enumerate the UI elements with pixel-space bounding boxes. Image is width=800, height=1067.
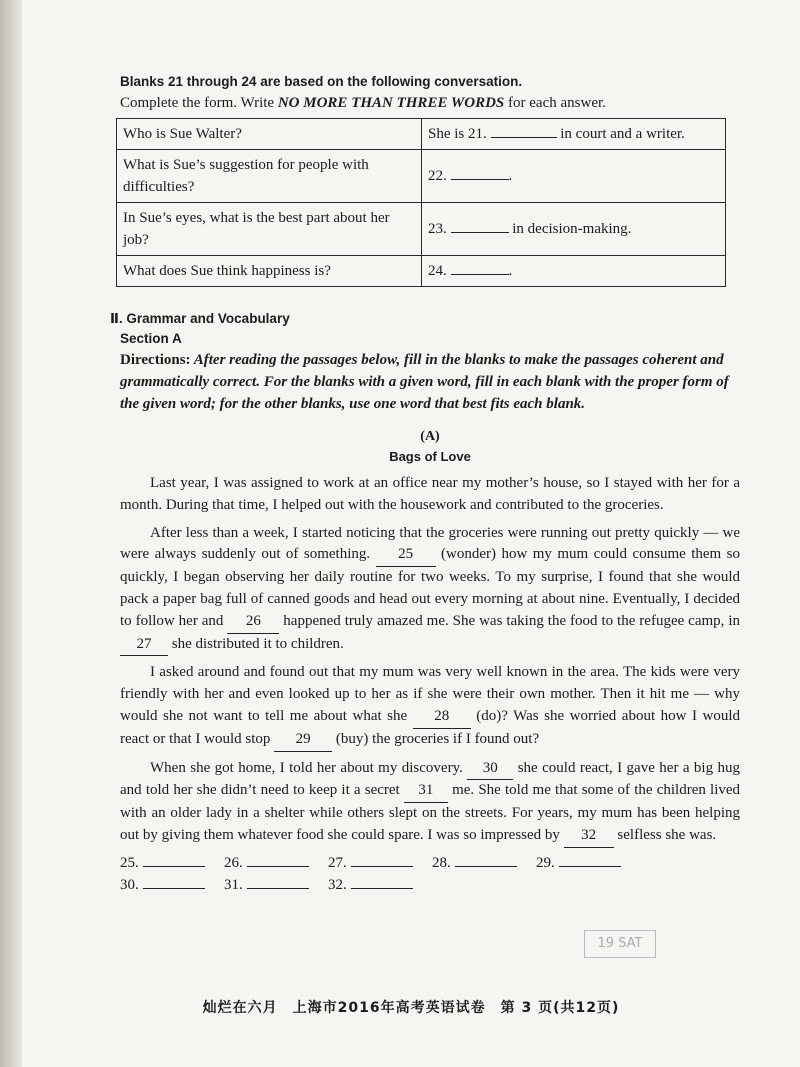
answer-row [120, 852, 740, 874]
answer-prefix: She is 21. [428, 126, 487, 142]
paragraph-text: selfless she was. [617, 826, 717, 843]
answer-slot[interactable] [328, 874, 432, 896]
answer-slot[interactable] [120, 852, 224, 874]
form-answer-cell [422, 119, 726, 150]
form-intro-line: Blanks 21 through 24 are based on the following conversation. [120, 74, 523, 89]
form-question: Who is Sue Walter? [117, 119, 422, 150]
paragraph-text: (do)? Was she worried about how I would react or that I would stop [120, 707, 741, 747]
answer-slot[interactable] [536, 852, 640, 874]
instruction-emphasis: NO MORE THAN THREE WORDS [277, 95, 505, 111]
answer-number: 28. [432, 854, 451, 871]
passage-paragraph: Last year, I was assigned to work at an office near my mother’s house, so I stayed with her for a month. During that time, I helped out with the housework and contributed to the groceries. [120, 475, 740, 513]
paragraph-text: (wonder) how my mum could consume them so quickly, I began observing her daily routine for two weeks. To my surprise, I found that she would pack a paper bag full of canned goods and head out every morning at about nine. Eventually, I decided to follow her and [120, 546, 740, 629]
table-row [117, 256, 726, 287]
answer-number: 31. [224, 876, 243, 893]
answer-prefix: 23. [428, 221, 447, 237]
answer-lines [120, 852, 740, 896]
answer-slot[interactable] [120, 874, 224, 896]
answer-number: 26. [224, 854, 243, 871]
instruction-pre: Complete the form. Write [120, 95, 278, 111]
exam-page [22, 0, 800, 1067]
answer-form-table [116, 118, 726, 287]
paragraph-text: she distributed it to children. [171, 635, 344, 652]
directions-label: Directions: [120, 352, 191, 368]
directions-text: After reading the passages below, fill in the blanks to make the passages coherent and grammatically correct. For the blanks with a given word, fill in each blank with the proper form of the given word; for the other blanks, use one word that best fits each blank. [120, 352, 729, 412]
answer-blank-24[interactable] [451, 274, 509, 275]
paragraph-text: I asked around and found out that my mum was very well known in the area. The kids were very friendly with her and even looked up to her as if she were their own mother. Then it hit me — why would she not want to tell me about what she [120, 664, 740, 724]
table-row [117, 203, 726, 256]
form-answer-cell [422, 150, 726, 203]
passage-paragraph [120, 662, 740, 751]
passage-label: (A) [420, 429, 440, 444]
paragraph-text: (buy) the groceries if I found out? [335, 730, 540, 747]
form-instruction [120, 92, 740, 114]
answer-suffix: . [508, 168, 513, 184]
form-answer-cell [422, 203, 726, 256]
answer-number: 27. [328, 854, 347, 871]
table-row [117, 150, 726, 203]
gap-30[interactable]: 30 [467, 758, 513, 781]
answer-prefix: 22. [428, 168, 447, 184]
gap-28[interactable]: 28 [413, 706, 471, 729]
form-answer-cell [422, 256, 726, 287]
answer-suffix: . [508, 263, 513, 279]
passage-paragraph [120, 523, 740, 657]
gap-29[interactable]: 29 [274, 729, 332, 752]
gap-27[interactable]: 27 [120, 634, 168, 657]
answer-slot[interactable] [328, 852, 432, 874]
paragraph-text: she could react, I gave her a big hug and told her she didn’t need to keep it a secret [120, 759, 741, 799]
table-row [117, 119, 726, 150]
section-subheading: Section A [120, 331, 182, 346]
page-footer: 灿烂在六月 上海市2016年高考英语试卷 第 3 页(共12页) [202, 1000, 620, 1016]
answer-number: 30. [120, 876, 139, 893]
answer-blank-21[interactable] [491, 137, 557, 138]
answer-number: 32. [328, 876, 347, 893]
answer-slot[interactable] [224, 852, 328, 874]
instruction-post: for each answer. [504, 95, 606, 111]
answer-prefix: 24. [428, 263, 447, 279]
page-stamp: 19 SAT [584, 930, 656, 958]
answer-blank-23[interactable] [451, 232, 509, 233]
gap-31[interactable]: 31 [404, 780, 448, 803]
gap-32[interactable]: 32 [564, 825, 614, 848]
answer-number: 29. [536, 854, 555, 871]
form-question: In Sue’s eyes, what is the best part about her job? [117, 203, 422, 256]
passage-paragraph [120, 758, 740, 848]
answer-number: 25. [120, 854, 139, 871]
content-area [110, 72, 741, 896]
gap-26[interactable]: 26 [227, 611, 279, 634]
paragraph-text: After less than a week, I started noticing that the groceries were running out pretty quickly — we were always suddenly out of something. [120, 524, 740, 563]
answer-row [120, 874, 740, 896]
paragraph-text: me. She told me that some of the children lived with an older lady in a shelter while others slept on the streets. For years, my mum has been helping out by giving them whatever food she could spare. I was so impressed by [120, 782, 741, 843]
answer-slot[interactable] [224, 874, 328, 896]
answer-slot[interactable] [432, 852, 536, 874]
paragraph-text: When she got home, I told her about my discovery. [150, 759, 463, 776]
answer-suffix: in decision-making. [512, 221, 632, 237]
form-question: What does Sue think happiness is? [117, 256, 422, 287]
answer-suffix: in court and a writer. [560, 126, 685, 142]
gap-25[interactable]: 25 [376, 544, 436, 567]
passage-title: Bags of Love [389, 449, 471, 464]
form-question: What is Sue’s suggestion for people with difficulties? [117, 150, 422, 203]
page-binding-edge [0, 0, 22, 1067]
paragraph-text: happened truly amazed me. She was taking the food to the refugee camp, in [283, 612, 741, 629]
answer-blank-22[interactable] [451, 179, 509, 180]
section-heading: Ⅱ. Grammar and Vocabulary [110, 311, 290, 326]
directions [120, 349, 740, 415]
